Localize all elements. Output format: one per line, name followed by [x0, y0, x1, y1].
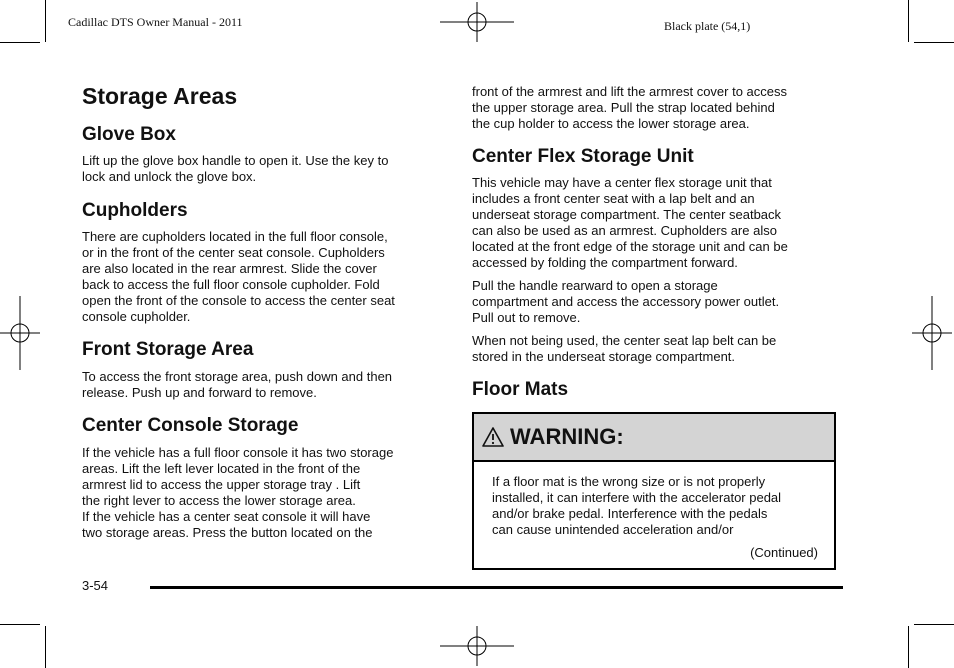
text-line: If the vehicle has a center seat console it will have — [82, 509, 371, 524]
warning-box — [472, 412, 836, 570]
text-line: underseat storage compartment. The center seatback — [472, 207, 782, 222]
text-line: accessed by folding the compartment forward. — [472, 255, 738, 270]
warning-text — [492, 474, 781, 538]
crop-mark — [914, 42, 954, 43]
section-heading-glove-box: Glove Box — [82, 124, 176, 145]
text-line: To access the front storage area, push down and then — [82, 369, 393, 384]
text-line: located at the front edge of the storage unit and can be — [472, 239, 788, 254]
text-line: This vehicle may have a center flex storage unit that — [472, 175, 772, 190]
center-flex-text-1 — [472, 175, 788, 271]
text-line: and/or brake pedal. Interference with the pedals — [492, 506, 768, 521]
section-heading-floor-mats: Floor Mats — [472, 379, 569, 400]
text-line: the upper storage area. Pull the strap located behind — [472, 100, 775, 115]
text-line: or in the front of the center seat console. Cupholders — [82, 245, 385, 260]
center-console-text — [82, 445, 393, 541]
section-heading-center-flex: Center Flex Storage Unit — [472, 146, 694, 167]
section-heading-cupholders: Cupholders — [82, 200, 188, 221]
registration-mark-icon — [440, 626, 514, 666]
text-line: There are cupholders located in the full floor console, — [82, 229, 388, 244]
text-line: front of the armrest and lift the armrest cover to access — [472, 84, 788, 99]
crop-mark — [0, 42, 40, 43]
glove-box-text — [82, 153, 388, 185]
text-line: Lift up the glove box handle to open it. Use the key to — [82, 153, 389, 168]
manual-title: Cadillac DTS Owner Manual - 2011 — [68, 15, 243, 29]
front-storage-text — [82, 369, 392, 401]
text-line: When not being used, the center seat lap belt can be — [472, 333, 777, 348]
crop-mark — [908, 626, 909, 668]
text-line: areas. Lift the left lever located in the front of the — [82, 461, 361, 476]
text-line: are also located in the rear armrest. Slide the cover — [82, 261, 377, 276]
registration-mark-icon — [0, 296, 40, 370]
text-line: lock and unlock the glove box. — [82, 169, 257, 184]
text-line: Pull the handle rearward to open a storage — [472, 278, 718, 293]
page-title: Storage Areas — [82, 83, 238, 109]
text-line: stored in the underseat storage compartment. — [472, 349, 736, 364]
center-console-continued-text — [472, 84, 787, 132]
center-flex-text-2 — [472, 278, 779, 326]
crop-mark — [0, 624, 40, 625]
text-line: release. Push up and forward to remove. — [82, 385, 317, 400]
section-heading-front-storage: Front Storage Area — [82, 339, 254, 360]
registration-mark-icon — [440, 2, 514, 42]
center-flex-text-3 — [472, 333, 776, 365]
crop-mark — [45, 626, 46, 668]
text-line: can also be used as an armrest. Cupholders are also — [472, 223, 777, 238]
text-line: compartment and access the accessory power outlet. — [472, 294, 780, 309]
text-line: Pull out to remove. — [472, 310, 581, 325]
crop-mark — [45, 0, 46, 42]
crop-mark — [908, 0, 909, 42]
text-line: console cupholder. — [82, 309, 191, 324]
text-line: the right lever to access the lower storage area. — [82, 493, 356, 508]
section-heading-center-console: Center Console Storage — [82, 415, 299, 436]
warning-title: WARNING: — [510, 424, 624, 449]
text-line: can cause unintended acceleration and/or — [492, 522, 734, 537]
text-line: two storage areas. Press the button located on the — [82, 525, 373, 540]
warning-triangle-icon — [482, 427, 504, 447]
plate-label: Black plate (54,1) — [664, 19, 751, 33]
text-line: installed, it can interfere with the accelerator pedal — [492, 490, 782, 505]
text-line: back to access the full floor console cupholder. Fold — [82, 277, 380, 292]
crop-mark — [914, 624, 954, 625]
text-line: If the vehicle has a full floor console it has two storage — [82, 445, 394, 460]
text-line: includes a front center seat with a lap belt and an — [472, 191, 755, 206]
text-line: open the front of the console to access the center seat — [82, 293, 395, 308]
warning-header — [474, 414, 834, 462]
registration-mark-icon — [912, 296, 952, 370]
text-line: armrest lid to access the upper storage tray . Lift — [82, 477, 361, 492]
text-line: the cup holder to access the lower storage area. — [472, 116, 750, 131]
page-number: 3-54 — [82, 578, 109, 593]
footer-rule — [150, 586, 843, 589]
continued-label: (Continued) — [750, 545, 818, 560]
cupholders-text — [82, 229, 395, 325]
text-line: If a floor mat is the wrong size or is not properly — [492, 474, 766, 489]
